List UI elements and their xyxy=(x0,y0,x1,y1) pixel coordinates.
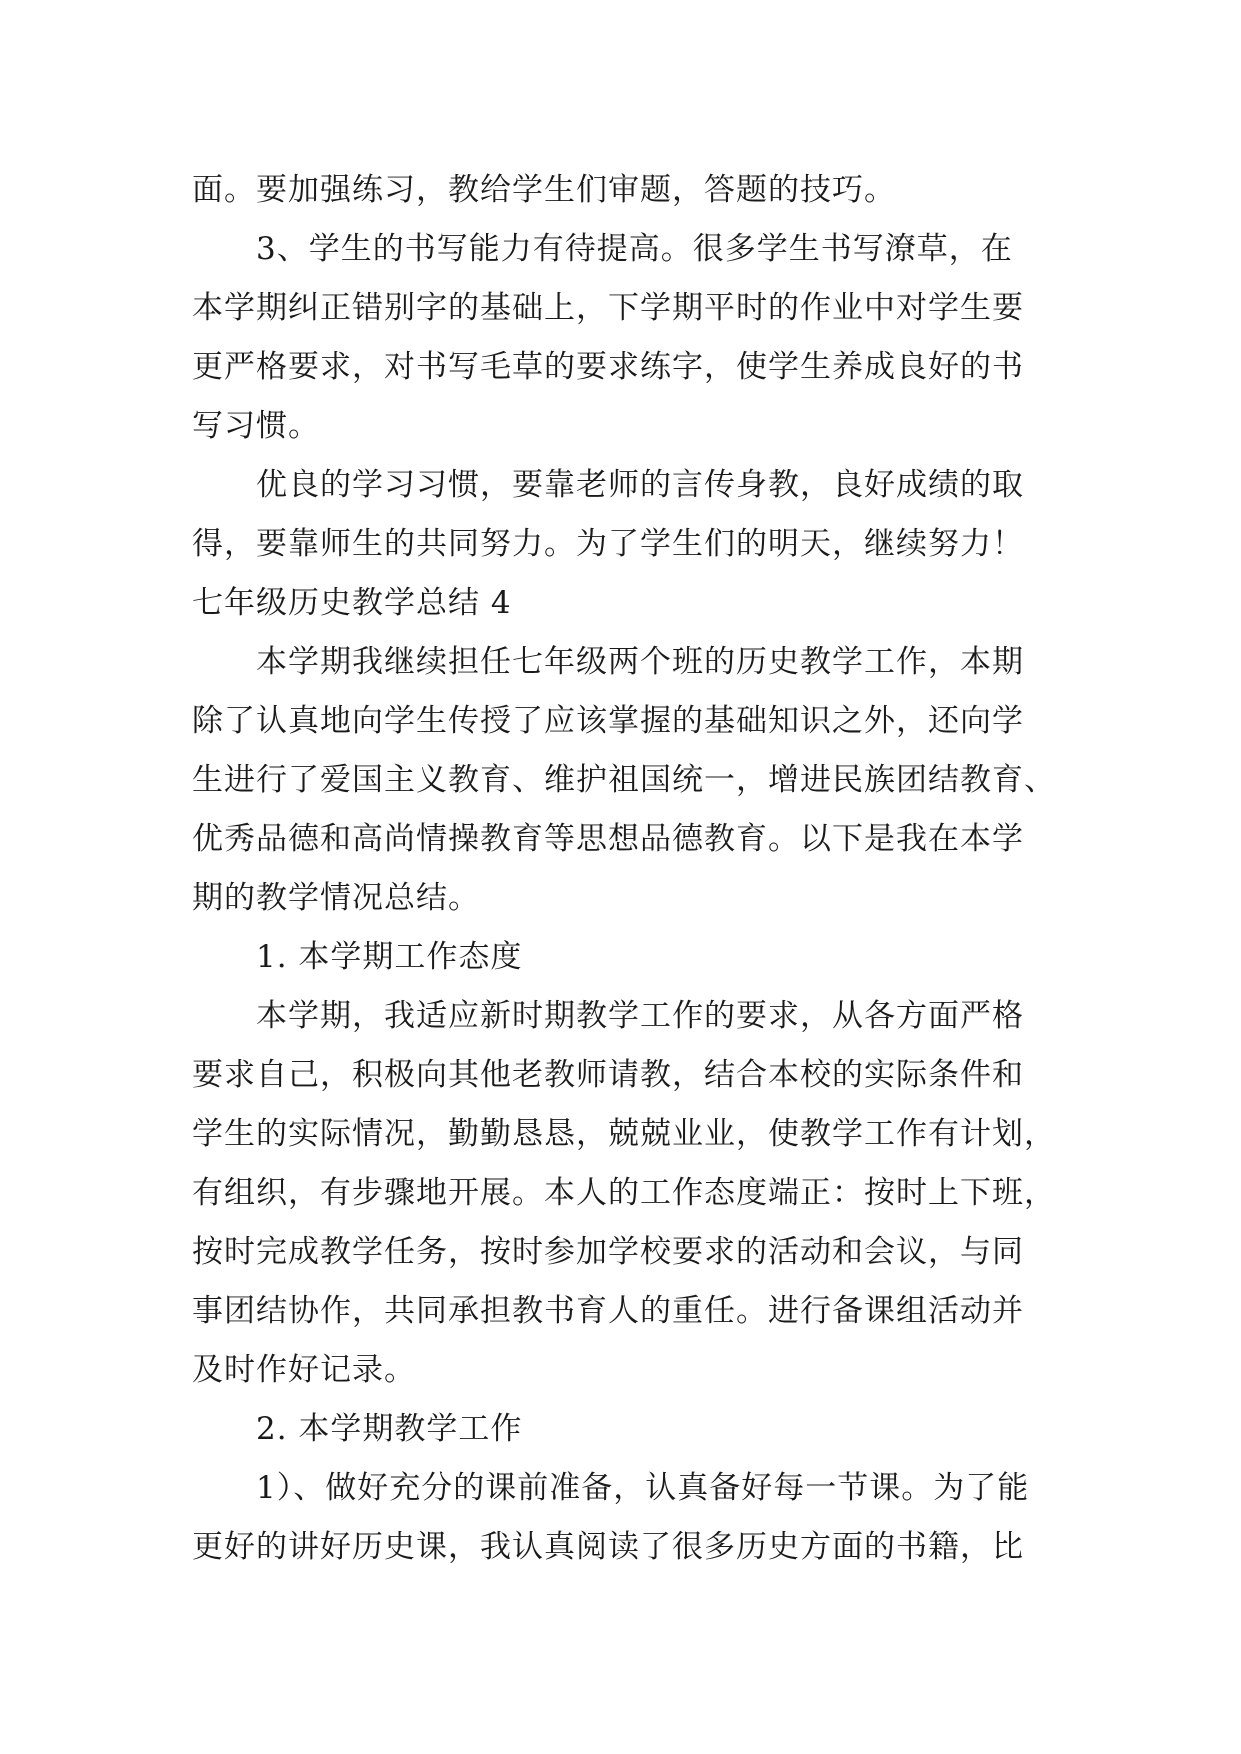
text-line: 优秀品德和高尚情操教育等思想品德教育。以下是我在本学 xyxy=(192,821,1024,857)
text-line: 写习惯。 xyxy=(192,408,320,444)
subsection-heading: 2. 本学期教学工作 xyxy=(256,1411,523,1447)
document-body xyxy=(192,161,1056,1577)
text-line: 事团结协作，共同承担教书育人的重任。进行备课组活动并 xyxy=(192,1293,1024,1329)
text-line: 生进行了爱国主义教育、维护祖国统一，增进民族团结教育、 xyxy=(192,762,1056,798)
text-line: 1）、做好充分的课前准备，认真备好每一节课。为了能 xyxy=(256,1470,1030,1506)
text-line: 学生的实际情况，勤勤恳恳，兢兢业业，使教学工作有计划， xyxy=(192,1116,1056,1152)
text-line: 更严格要求，对书写毛草的要求练字，使学生养成良好的书 xyxy=(192,349,1024,385)
text-line: 面。要加强练习，教给学生们审题，答题的技巧。 xyxy=(192,172,896,208)
text-line: 要求自己，积极向其他老教师请教，结合本校的实际条件和 xyxy=(192,1057,1024,1093)
text-line: 按时完成教学任务，按时参加学校要求的活动和会议，与同 xyxy=(192,1234,1024,1270)
subsection-heading: 1. 本学期工作态度 xyxy=(256,939,523,975)
text-line: 3、学生的书写能力有待提高。很多学生书写潦草，在 xyxy=(256,231,1013,267)
text-line: 有组织，有步骤地开展。本人的工作态度端正：按时上下班， xyxy=(192,1175,1056,1211)
section-heading: 七年级历史教学总结 4 xyxy=(192,585,512,621)
text-line: 得，要靠师生的共同努力。为了学生们的明天，继续努力！ xyxy=(192,526,1024,562)
text-line: 优良的学习习惯，要靠老师的言传身教，良好成绩的取 xyxy=(256,467,1024,503)
text-line: 更好的讲好历史课，我认真阅读了很多历史方面的书籍，比 xyxy=(192,1529,1024,1565)
text-line: 本学期纠正错别字的基础上，下学期平时的作业中对学生要 xyxy=(192,290,1024,326)
text-line: 本学期，我适应新时期教学工作的要求，从各方面严格 xyxy=(256,998,1024,1034)
text-line: 期的教学情况总结。 xyxy=(192,880,480,916)
text-line: 本学期我继续担任七年级两个班的历史教学工作，本期 xyxy=(256,644,1024,680)
text-line: 及时作好记录。 xyxy=(192,1352,416,1388)
text-line: 除了认真地向学生传授了应该掌握的基础知识之外，还向学 xyxy=(192,703,1024,739)
